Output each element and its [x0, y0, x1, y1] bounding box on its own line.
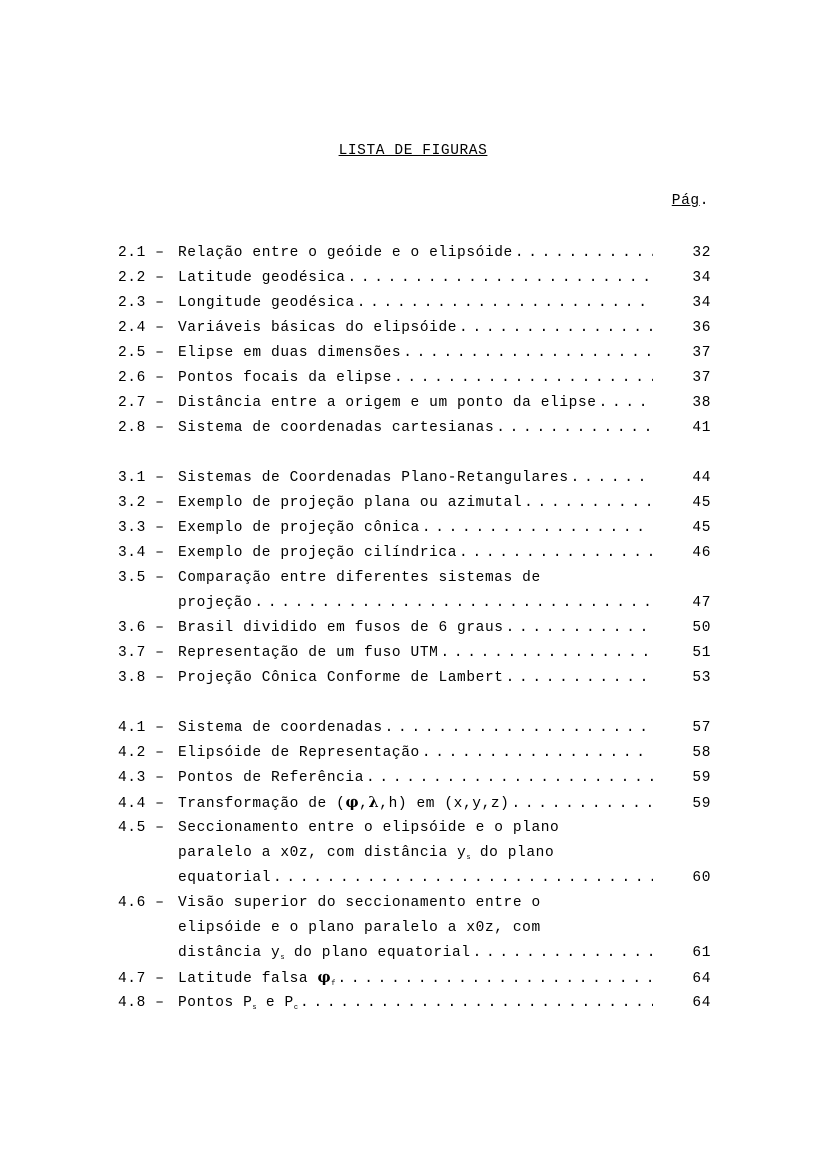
title-part: ,h) em (x,y,z): [379, 796, 510, 812]
toc-entry-3-5[interactable]: [118, 568, 711, 593]
entry-title-cont: equatorial: [178, 870, 272, 886]
entry-page: 34: [692, 270, 711, 286]
toc-entry-4-5[interactable]: [118, 818, 711, 843]
dot-leader: [473, 943, 653, 963]
dot-leader: [385, 718, 653, 738]
toc-entry-4-8[interactable]: [118, 993, 711, 1018]
toc-entry-4-6-line3[interactable]: [118, 943, 711, 968]
entry-page: 47: [692, 595, 711, 611]
entry-number: 4.8 –: [118, 995, 165, 1011]
pag-label: Pág: [671, 193, 700, 209]
entry-number: 4.7 –: [118, 971, 165, 987]
toc-entry-3-4[interactable]: [118, 543, 711, 568]
entry-page: 34: [692, 295, 711, 311]
entry-page: 38: [692, 395, 711, 411]
entry-number: 2.4 –: [118, 320, 165, 336]
dot-leader: [571, 468, 653, 488]
entry-title: Comparação entre diferentes sistemas de: [178, 570, 541, 586]
subscript: s: [466, 854, 471, 862]
toc-entry-4-3[interactable]: [118, 768, 711, 793]
toc-entry-2-7[interactable]: [118, 393, 711, 418]
entry-page: 64: [692, 971, 711, 987]
entry-number: 2.7 –: [118, 395, 165, 411]
entry-title: Projeção Cônica Conforme de Lambert: [178, 670, 504, 686]
title-part: do plano equatorial: [284, 945, 471, 961]
toc-entry-3-2[interactable]: [118, 493, 711, 518]
entry-page: 61: [692, 945, 711, 961]
entry-title: Exemplo de projeção cônica: [178, 520, 420, 536]
entry-number: 2.3 –: [118, 295, 165, 311]
dot-leader: [366, 768, 653, 788]
entry-number: 2.1 –: [118, 245, 165, 261]
entry-number: 3.1 –: [118, 470, 165, 486]
entry-title-cont: [178, 843, 554, 868]
lambda-symbol: λ: [368, 794, 380, 811]
entry-page: 44: [692, 470, 711, 486]
entry-page: 64: [692, 995, 711, 1011]
dot-leader: [357, 293, 653, 313]
dot-leader: [524, 493, 653, 513]
entry-title-cont: elipsóide e o plano paralelo a x0z, com: [178, 920, 541, 936]
entry-title: Pontos focais da elipse: [178, 370, 392, 386]
toc-entry-3-8[interactable]: [118, 668, 711, 693]
subscript: s: [252, 1004, 257, 1012]
dot-leader: [403, 343, 653, 363]
entry-title: Brasil dividido em fusos de 6 graus: [178, 620, 504, 636]
entry-number: 4.6 –: [118, 895, 165, 911]
dot-leader: [300, 993, 653, 1013]
entry-page: 50: [692, 620, 711, 636]
entry-number: 4.4 –: [118, 796, 165, 812]
dot-leader: [394, 368, 653, 388]
entry-page: 53: [692, 670, 711, 686]
entry-title: Seccionamento entre o elipsóide e o plano: [178, 820, 560, 836]
toc-entry-4-5-line3[interactable]: [118, 868, 711, 893]
entry-number: 4.1 –: [118, 720, 165, 736]
entry-number: 3.8 –: [118, 670, 165, 686]
dot-leader: [254, 593, 653, 613]
dot-leader: [496, 418, 653, 438]
entry-title-cont: [178, 943, 471, 968]
entry-page: 32: [692, 245, 711, 261]
entry-page: 41: [692, 420, 711, 436]
entry-title-cont: projeção: [178, 595, 253, 611]
toc-entry-3-1[interactable]: [118, 468, 711, 493]
dot-leader: [459, 543, 653, 563]
entry-title: Exemplo de projeção plana ou azimutal: [178, 495, 523, 511]
title-part: e P: [256, 995, 294, 1011]
entry-page: 45: [692, 495, 711, 511]
entry-title: Exemplo de projeção cilíndrica: [178, 545, 458, 561]
dot-leader: [422, 518, 653, 538]
entry-number: 3.7 –: [118, 645, 165, 661]
entry-number: 3.2 –: [118, 495, 165, 511]
entry-title: Longitude geodésica: [178, 295, 355, 311]
entry-number: 2.2 –: [118, 270, 165, 286]
subscript: s: [280, 954, 285, 962]
toc-entry-3-6[interactable]: [118, 618, 711, 643]
entry-page: 45: [692, 520, 711, 536]
title-part: Pontos P: [178, 995, 253, 1011]
entry-title: Elipse em duas dimensões: [178, 345, 402, 361]
toc-entry-2-2[interactable]: [118, 268, 711, 293]
toc-entry-4-1[interactable]: [118, 718, 711, 743]
entry-number: 4.2 –: [118, 745, 165, 761]
toc-entry-2-6[interactable]: [118, 368, 711, 393]
entry-number: 3.4 –: [118, 545, 165, 561]
entry-number: 4.3 –: [118, 770, 165, 786]
entry-title: Visão superior do seccionamento entre o: [178, 895, 541, 911]
entry-title: Representação de um fuso UTM: [178, 645, 439, 661]
toc-entry-4-4[interactable]: [118, 793, 711, 818]
toc-entry-4-7[interactable]: [118, 968, 711, 993]
entry-page: 57: [692, 720, 711, 736]
entry-number: 3.3 –: [118, 520, 165, 536]
entry-number: 2.5 –: [118, 345, 165, 361]
entry-title: Pontos de Referência: [178, 770, 365, 786]
toc-entry-2-3[interactable]: [118, 293, 711, 318]
title-part: distância y: [178, 945, 281, 961]
entry-title: Sistema de coordenadas: [178, 720, 383, 736]
entry-number: 4.5 –: [118, 820, 165, 836]
toc-entry-4-5-line2[interactable]: [118, 843, 711, 868]
entry-title: Sistema de coordenadas cartesianas: [178, 420, 495, 436]
toc-entry-3-5-cont[interactable]: [118, 593, 711, 618]
entry-number: 3.6 –: [118, 620, 165, 636]
entry-number: 2.6 –: [118, 370, 165, 386]
entry-number: 2.8 –: [118, 420, 165, 436]
page-title: LISTA DE FIGURAS: [338, 143, 488, 159]
entry-title: Distância entre a origem e um ponto da elipse: [178, 395, 597, 411]
dot-leader: [459, 318, 653, 338]
toc-entry-4-6[interactable]: [118, 893, 711, 918]
title-comma: ,: [359, 796, 369, 812]
subscript: c: [293, 1004, 299, 1012]
entry-title: Variáveis básicas do elipsóide: [178, 320, 458, 336]
entry-title: [178, 968, 335, 994]
page-column-header: [672, 193, 709, 209]
dot-leader: [337, 969, 653, 989]
dot-leader: [347, 268, 653, 288]
pag-suffix: .: [699, 193, 709, 209]
entry-page: 60: [692, 870, 711, 886]
entry-page: 59: [692, 796, 711, 812]
entry-title: Elipsóide de Representação: [178, 745, 420, 761]
entry-title: Relação entre o geóide e o elipsóide: [178, 245, 513, 261]
title-part: Transformação de (: [178, 796, 346, 812]
toc-entry-4-2[interactable]: [118, 743, 711, 768]
toc-entry-3-3[interactable]: [118, 518, 711, 543]
entry-title: Latitude geodésica: [178, 270, 346, 286]
dot-leader: [506, 618, 653, 638]
toc-entry-2-8[interactable]: [118, 418, 711, 443]
entry-page: 46: [692, 545, 711, 561]
entry-page: 37: [692, 370, 711, 386]
entry-title: [178, 793, 510, 814]
dot-leader: [515, 243, 653, 263]
dot-leader: [422, 743, 653, 763]
entry-title: [178, 993, 298, 1018]
phi-symbol: φ: [345, 794, 360, 811]
title-part: paralelo a x0z, com distância y: [178, 845, 467, 861]
entry-title: Sistemas de Coordenadas Plano-Retangulares: [178, 470, 569, 486]
entry-page: 58: [692, 745, 711, 761]
entry-page: 59: [692, 770, 711, 786]
entry-page: 36: [692, 320, 711, 336]
entry-page: 37: [692, 345, 711, 361]
toc-entry-2-1[interactable]: [118, 243, 711, 268]
title-part: Latitude falsa: [178, 971, 318, 987]
dot-leader: [599, 393, 653, 413]
entry-number: 3.5 –: [118, 570, 165, 586]
dot-leader: [273, 868, 653, 888]
title-part: do plano: [470, 845, 555, 861]
entry-page: 51: [692, 645, 711, 661]
toc-entry-2-4[interactable]: [118, 318, 711, 343]
toc-entry-4-6-line2[interactable]: [118, 918, 711, 943]
toc-entry-2-5[interactable]: [118, 343, 711, 368]
subscript: f: [331, 980, 336, 988]
dot-leader: [440, 643, 653, 663]
dot-leader: [506, 668, 653, 688]
phi-symbol: φ: [317, 969, 332, 986]
dot-leader: [512, 794, 654, 814]
toc-entry-3-7[interactable]: [118, 643, 711, 668]
